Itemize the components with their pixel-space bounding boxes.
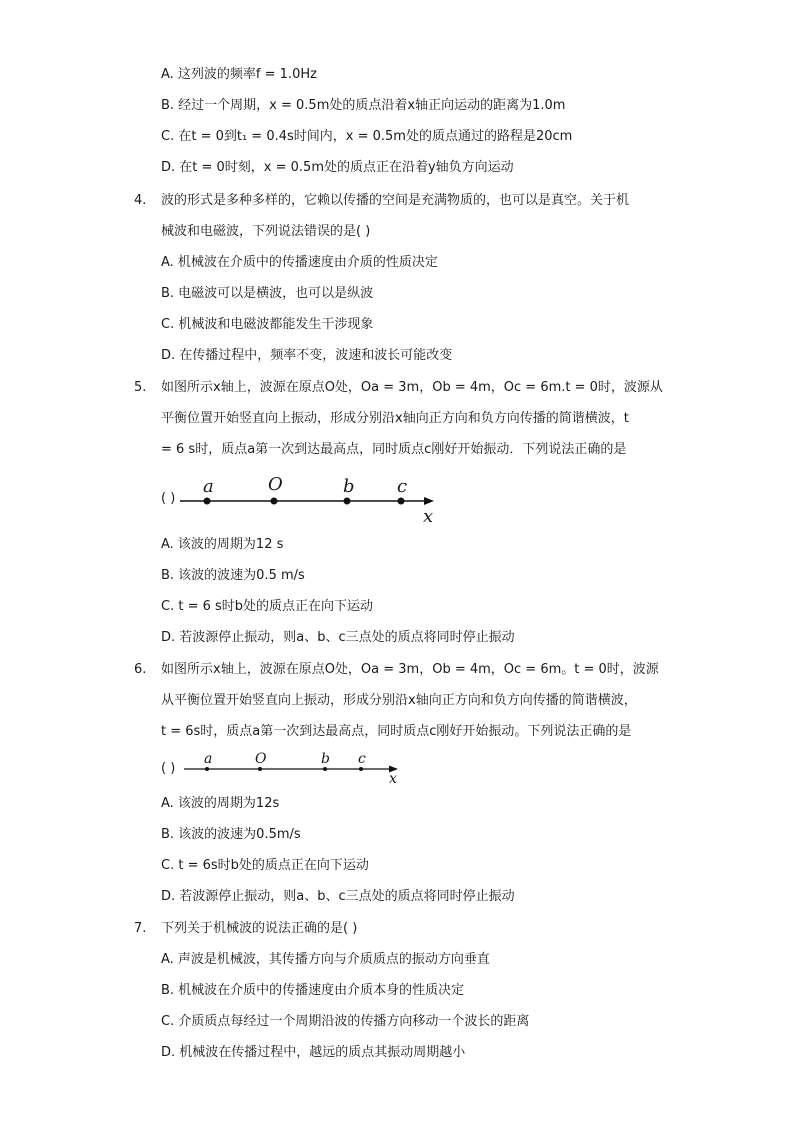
q6-label-b: b [321, 751, 330, 767]
q7-option-b: B. 机械波在介质中的传播速度由介质本身的性质决定 [161, 983, 465, 998]
q6-axis-figure [184, 748, 404, 788]
q5-option-c: C. t = 6 s时b处的质点正在向下运动 [161, 599, 374, 614]
q6-answer-bracket: ( ) [161, 761, 176, 776]
q4-option-c: C. 机械波和电磁波都能发生干涉现象 [161, 317, 374, 332]
q7-option-c: C. 介质质点每经过一个周期沿波的传播方向移动一个波长的距离 [161, 1014, 530, 1029]
q5-label-x: x [423, 506, 434, 527]
q6-label-c: c [358, 751, 366, 767]
q6-label-o: O [255, 751, 267, 767]
q6-number: 6. [134, 662, 147, 677]
q5-label-c: c [397, 476, 408, 497]
q5-point-b [344, 498, 351, 505]
q3-option-a: A. 这列波的频率f = 1.0Hz [161, 67, 317, 82]
q5-point-a [204, 498, 211, 505]
q5-point-o [271, 498, 278, 505]
q4-option-d: D. 在传播过程中，频率不变，波速和波长可能改变 [161, 348, 453, 363]
q4-stem-line-1: 波的形式是多种多样的，它赖以传播的空间是充满物质的，也可以是真空。关于机 [161, 193, 630, 208]
q5-axis-arrow [424, 497, 434, 505]
q5-number: 5. [134, 380, 147, 395]
q5-stem-line-2: 平衡位置开始竖直向上振动，形成分别沿x轴向正方向和负方向传播的简谐横波，t [161, 411, 629, 426]
q3-option-d: D. 在t = 0时刻，x = 0.5m处的质点正在沿着y轴负方向运动 [161, 160, 514, 175]
q5-option-b: B. 该波的波速为0.5 m/s [161, 568, 305, 583]
q4-option-a: A. 机械波在介质中的传播速度由介质的性质决定 [161, 255, 438, 270]
q5-answer-bracket: ( ) [161, 491, 176, 506]
q6-option-b: B. 该波的波速为0.5m/s [161, 827, 301, 842]
q6-stem-line-1: 如图所示x轴上，波源在原点O处，Oa = 3m，Ob = 4m，Oc = 6m。t = 0时，波源 [161, 662, 659, 677]
q5-option-a: A. 该波的周期为12 s [161, 537, 284, 552]
q6-option-d: D. 若波源停止振动，则a、b、c三点处的质点将同时停止振动 [161, 889, 515, 904]
q5-option-d: D. 若波源停止振动，则a、b、c三点处的质点将同时停止振动 [161, 630, 515, 645]
q3-option-c: C. 在t = 0到t₁ = 0.4s时间内，x = 0.5m处的质点通过的路程是20cm [161, 129, 573, 144]
q6-option-a: A. 该波的周期为12s [161, 796, 280, 811]
q5-label-a: a [203, 476, 214, 497]
q3-option-b: B. 经过一个周期，x = 0.5m处的质点沿着x轴正向运动的距离为1.0m [161, 98, 566, 113]
q5-label-b: b [343, 476, 355, 497]
q6-point-a [205, 767, 209, 771]
q7-option-a: A. 声波是机械波，其传播方向与介质质点的振动方向垂直 [161, 952, 490, 967]
q5-point-c [398, 498, 405, 505]
q5-axis-figure [180, 470, 440, 526]
q6-label-a: a [204, 751, 213, 767]
q6-point-o [258, 767, 262, 771]
q5-stem-line-3: = 6 s时，质点a第一次到达最高点，同时质点c刚好开始振动．下列说法正确的是 [161, 442, 627, 457]
q6-point-c [359, 767, 363, 771]
q6-option-c: C. t = 6s时b处的质点正在向下运动 [161, 858, 369, 873]
q4-number: 4. [134, 193, 147, 208]
q6-stem-line-3: t = 6s时，质点a第一次到达最高点，同时质点c刚好开始振动。下列说法正确的是 [161, 724, 632, 739]
q6-stem-line-2: 从平衡位置开始竖直向上振动，形成分别沿x轴向正方向和负方向传播的简谐横波， [161, 693, 637, 708]
q6-point-b [323, 767, 327, 771]
q5-stem-line-1: 如图所示x轴上，波源在原点O处，Oa = 3m，Ob = 4m，Oc = 6m.t = 0时，波源从 [161, 380, 663, 395]
q6-label-x: x [389, 771, 397, 787]
q5-label-o: O [268, 474, 283, 495]
q4-stem-line-2: 械波和电磁波，下列说法错误的是( ) [161, 224, 371, 239]
q7-option-d: D. 机械波在传播过程中，越远的质点其振动周期越小 [161, 1045, 466, 1060]
q7-stem-line-1: 下列关于机械波的说法正确的是( ) [161, 921, 358, 936]
q7-number: 7. [134, 921, 147, 936]
q4-option-b: B. 电磁波可以是横波，也可以是纵波 [161, 286, 374, 301]
